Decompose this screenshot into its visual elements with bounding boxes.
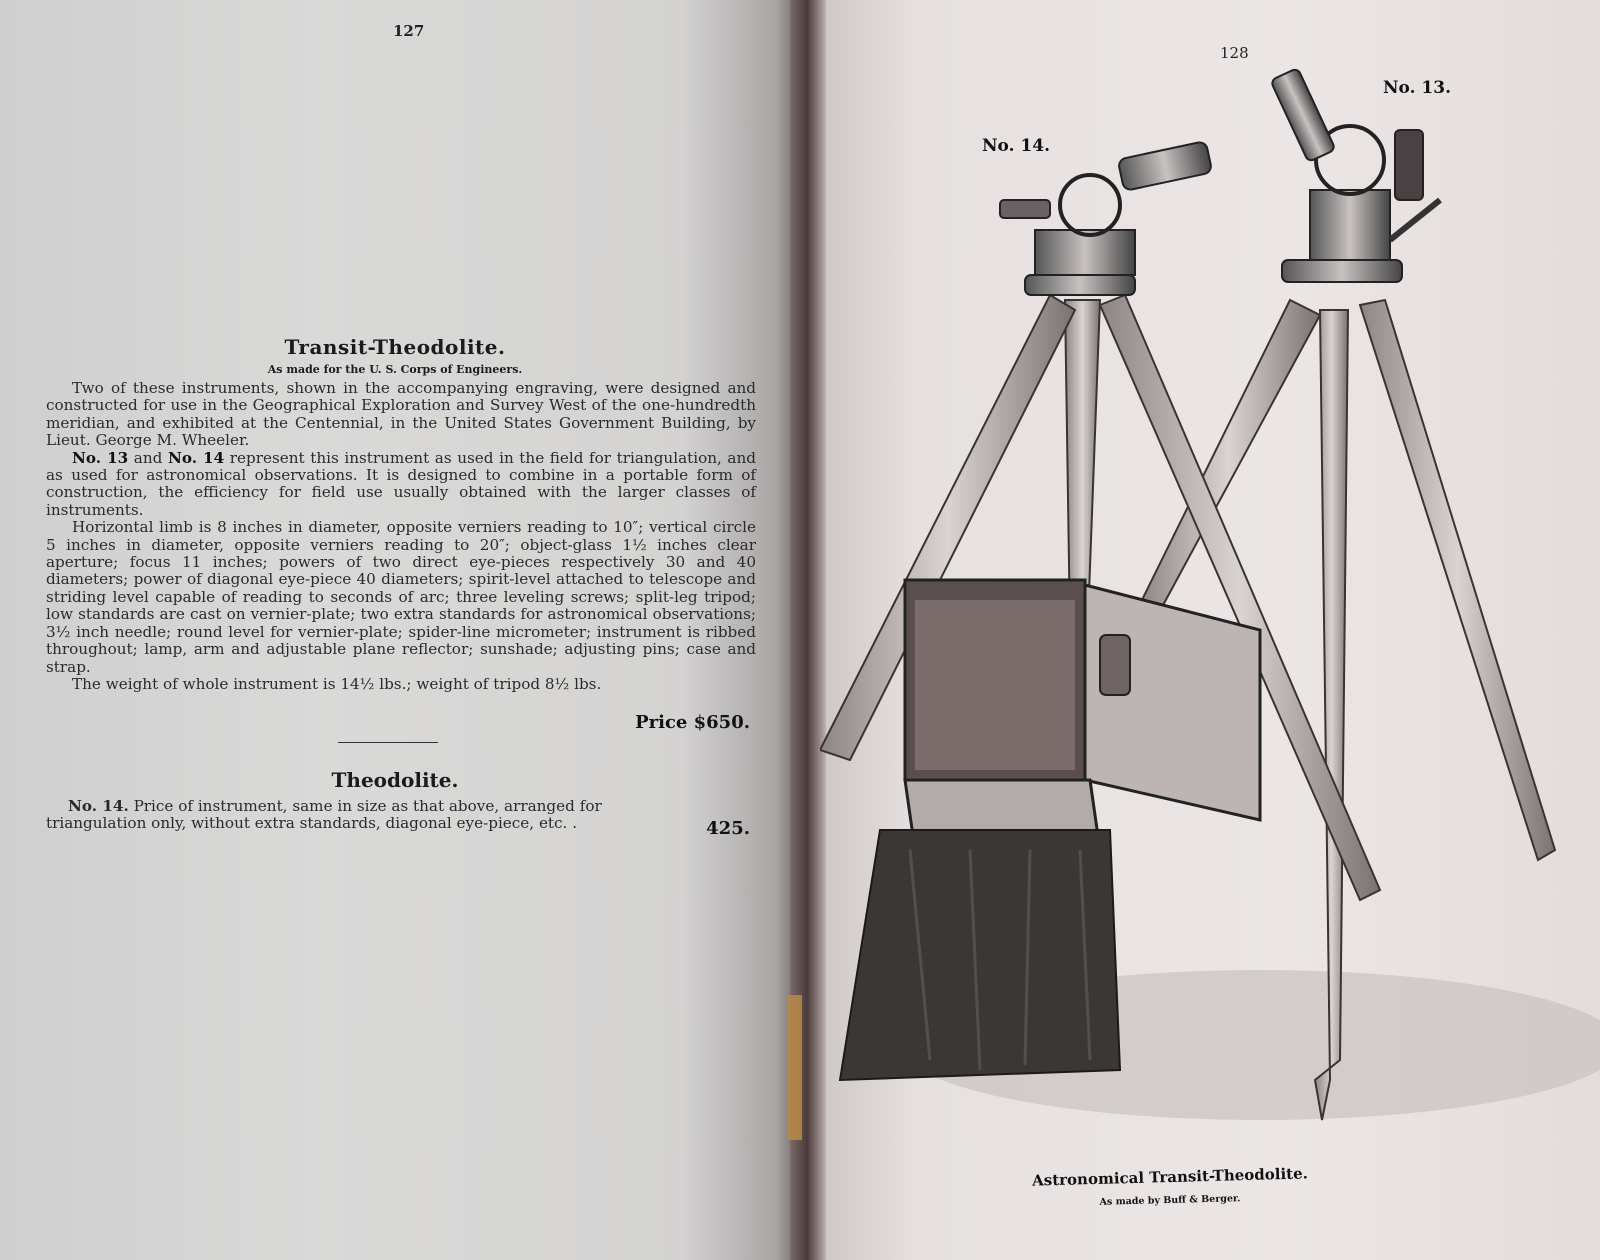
section-subtitle: As made for the U. S. Corps of Engineers.: [267, 363, 523, 376]
model-13-ref: No. 13: [72, 448, 129, 467]
paragraph-3: Horizontal limb is 8 inches in diameter, opposite verniers reading to 10″; vertical circle 5 inches in diameter, opposite verniers reading to 20″; object-glass 1½ inches clear aperture; focus 11 inches; powers of two direct eye-pieces respectively 30 and 40 diameters; power of diagonal eye-piece 40 diameters; spirit-level attached to telescope and striding level capable of reading to seconds of arc; three leveling screws; split-leg tripod; low standards are cast on vernier-plate; two extra standards for astronomical observations; 3½ inch needle; round level for vernier-plate; spider-line micrometer; instrument is ribbed throughout; lamp, arm and adjustable plane reflector; sunshade; adjusting pins; case and strap.: [46, 518, 756, 676]
paragraph-5: [46, 798, 696, 833]
label-no-13: No. 13.: [1383, 78, 1451, 98]
figure-caption: Astronomical Transit-Theodolite.: [1031, 1164, 1309, 1190]
section-title-2: Theodolite.: [331, 768, 459, 792]
paragraph-1: Two of these instruments, shown in the accompanying engraving, were designed and constructed for use in the Geographical Exploration and Survey West of the one-hundredth meridian, and exhibited at the Centennial, in the United States Government Building, by Lieut. George M. Wheeler.: [46, 379, 756, 450]
price-theodolite: 425.: [706, 818, 750, 839]
leader-dot: .: [572, 814, 578, 833]
paragraph-2-text: represent this instrument as used in the field for triangulation, and as used for astronomical observations. It is designed to combine in a portable form of construction, the efficiency for field use usually obtained with the larger classes of instruments.: [46, 448, 756, 519]
figure-caption-sub: As made by Buff & Berger.: [1099, 1193, 1241, 1208]
paragraph-4: The weight of whole instrument is 14½ lbs.; weight of tripod 8½ lbs.: [72, 674, 602, 693]
description-text-2: [46, 798, 696, 833]
section-title: Transit-Theodolite.: [284, 335, 506, 359]
theodolite-engraving: [820, 60, 1600, 1170]
price-transit: Price $650.: [635, 712, 750, 733]
paper-tab: [788, 995, 802, 1140]
divider-rule: [338, 742, 438, 743]
instrument-14: [1000, 141, 1212, 275]
model-14-label: No. 14.: [68, 797, 129, 815]
model-14-ref: No. 14: [167, 448, 225, 467]
label-no-14: No. 14.: [982, 136, 1050, 156]
paragraph-5-text: Price of instrument, same in size as that above, arranged for triangulation only, without extra standards, diagonal eye-piece, etc.: [46, 797, 602, 833]
page-number-right: 128: [1220, 44, 1249, 62]
conjunction: and: [128, 448, 168, 467]
paragraph-2: [46, 450, 756, 520]
page-number-left: 127: [393, 22, 425, 40]
description-text: [46, 380, 756, 693]
